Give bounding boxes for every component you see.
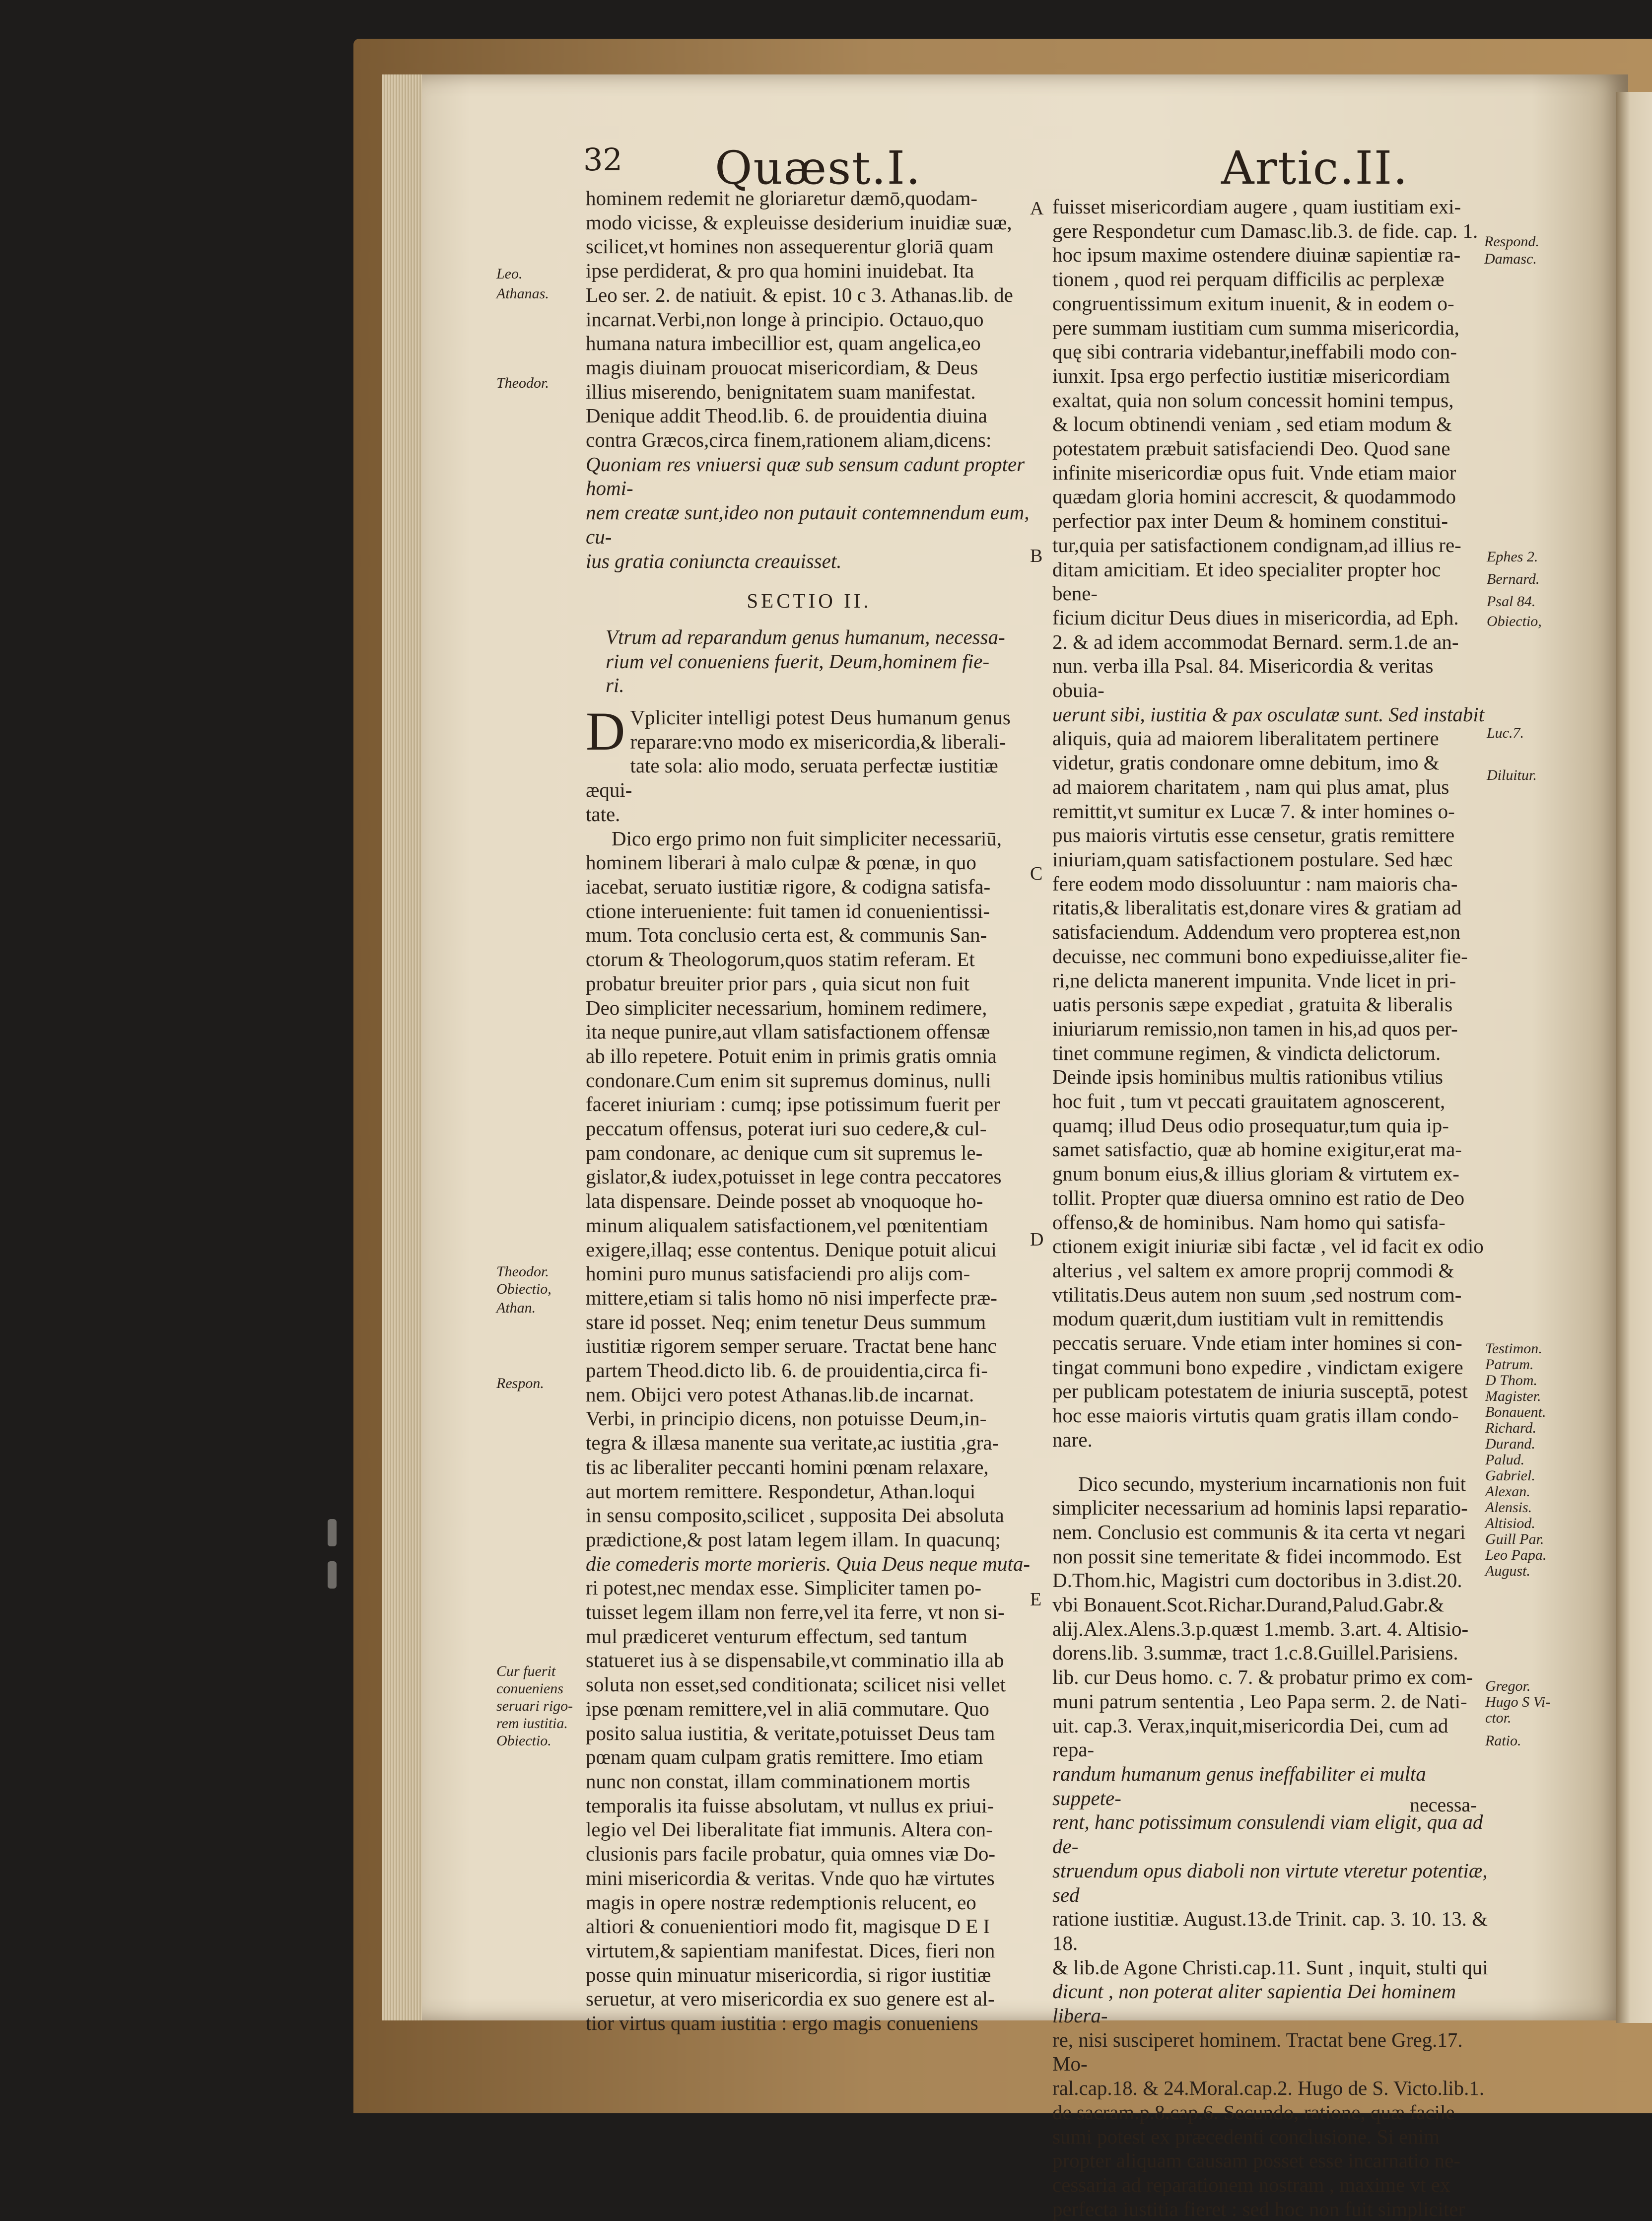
text-line: de sacram.p.8.cap.6. Secundo, ratione, quæ facile: [1052, 2100, 1455, 2124]
text-line: gere Respondetur cum Damasc.lib.3. de fide. cap. 1.: [1052, 219, 1478, 242]
text-line: nun. verba illa Psal. 84. Misericordia & veritas obuia-: [1052, 654, 1434, 702]
binding-clip: [328, 1519, 337, 1546]
text-line: ipse pœnam remittere,vel in aliā commutare. Quo: [586, 1697, 989, 1720]
margin-note-diluitur: Diluitur.: [1487, 767, 1537, 783]
section-letter-b: B: [1030, 546, 1043, 566]
text-line: Deinde ipsis hominibus multis rationibus vtilius: [1052, 1065, 1443, 1089]
text-line: gnum bonum eius,& illius gloriam & virtutem ex-: [1052, 1162, 1459, 1185]
margin-note-cur-fuerit: conueniens: [496, 1680, 563, 1697]
text-line: decuisse, nec communi bono expediuisse,aliter fie-: [1052, 944, 1468, 968]
text-line: tinet commune regimen, & vindicta delictorum.: [1052, 1041, 1441, 1064]
text-line: ratione iustitiæ. August.13.de Trinit. cap. 3. 10. 13. & 18.: [1052, 1907, 1488, 1954]
text-line: legio vel Dei liberalitate fiat immunis. Altera con-: [586, 1818, 993, 1841]
text-line: reparare:vno modo ex misericordia,& liberali-: [630, 730, 1006, 753]
text-line: nem. Obijci vero potest Athanas.lib.de incarnat.: [586, 1383, 974, 1406]
margin-note-obiectio: Obiectio,: [496, 1281, 551, 1297]
text-line: randum humanum genus ineffabiliter ei multa suppete-: [1052, 1762, 1426, 1809]
text-line: alij.Alex.Alens.3.p.quæst 1.memb. 3.art. 4. Altisio-: [1052, 1617, 1469, 1640]
text-line: lata dispensare. Deinde posset ab vnoquoque ho-: [586, 1189, 983, 1213]
text-line: ab illo repetere. Potuit enim in primis gratis omnia: [586, 1044, 997, 1067]
text-line: D.Thom.hic, Magistri cum doctoribus in 3.dist.20.: [1052, 1569, 1462, 1592]
text-line: tur,quia per satisfactionem condignam,ad illius re-: [1052, 533, 1461, 556]
text-line: muni patrum sententia , Leo Papa serm. 2. de Nati-: [1052, 1689, 1467, 1713]
margin-note-respond: Respond.: [1484, 233, 1539, 250]
margin-note-obiectio: Obiectio,: [1487, 613, 1542, 629]
text-line: uatis personis sæpe expediat , gratuita & liberalis: [1052, 993, 1453, 1016]
text-line: exigere,illaq; esse contentus. Denique potuit alicui: [586, 1238, 997, 1261]
text-line: vtilitatis.Deus autem non suum ,sed nostrum com-: [1052, 1283, 1462, 1306]
text-line: tionem , quod rei perquam difficilis ac perplexæ: [1052, 268, 1445, 291]
margin-note-athan: Athan.: [496, 1300, 536, 1316]
text-line: mul prædiceret venturum effectum, sed tantum: [586, 1624, 967, 1648]
text-line: clusionis pars facile probatur, quia omnes viæ Do-: [586, 1842, 996, 1866]
text-line: tollit. Propter quæ diuersa omnino est ratio de Deo: [1052, 1186, 1465, 1209]
text-line: simpliciter necessarium ad hominis lapsi reparatio-: [1052, 1496, 1468, 1520]
text-line: die comederis morte morieris. Quia Deus neque muta-: [586, 1552, 1031, 1575]
text-line: ficium dicitur Deus diues in misericordia, ad Eph.: [1052, 606, 1459, 629]
margin-note-patrum: Patrum.: [1485, 1356, 1534, 1373]
text-line: prædictione,& post latam legem illam. In quacunq;: [586, 1527, 1001, 1551]
text-line: quædam gloria homini accrescit, & quodammodo: [1052, 485, 1456, 508]
text-line: 2. & ad idem accommodat Bernard. serm.1.de an-: [1052, 630, 1459, 653]
text-line: tate sola: alio modo, seruata perfectæ iustitiæ æqui-: [586, 754, 998, 802]
text-line: videtur, gratis condonare omne debitum, imo &: [1052, 751, 1440, 774]
text-line: dorens.lib. 3.summæ, tract 1.c.8.Guillel.Parisiens.: [1052, 1641, 1458, 1665]
margin-note-bernard: Bernard.: [1487, 571, 1540, 587]
text-line: hoc esse maioris virtutis quam gratis illam condo-: [1052, 1404, 1459, 1427]
margin-note-theodor: Theodor.: [496, 375, 549, 391]
section-heading: SECTIO II.: [747, 589, 872, 613]
text-line: ipse perdiderat, & pro qua homini inuidebat. Ita: [586, 259, 974, 282]
text-line: uerunt sibi, iustitia & pax osculatæ sunt. Sed instabit: [1052, 702, 1485, 726]
margin-note-cur-fuerit: Cur fuerit: [496, 1663, 556, 1679]
text-line: mittere,etiam si talis homo nō nisi imperfecte præ-: [586, 1286, 997, 1309]
text-line: pam condonare, ac denique cum sit supremus le-: [586, 1141, 983, 1164]
margin-note-athanas: Athanas.: [496, 285, 549, 302]
text-line: virtutem,& sapientiam manifestat. Dices, fieri non: [586, 1939, 995, 1962]
text-line: peccatis seruare. Vnde etiam inter homines si con-: [1052, 1331, 1462, 1355]
text-line: samet satisfactio, quæ ab homine exigitur,erat ma-: [1052, 1138, 1462, 1161]
text-line: fuisset misericordiam augere , quam iustitiam exi-: [1052, 195, 1461, 218]
text-line: homini puro munus satisfaciendi pro alijs com-: [586, 1262, 970, 1285]
quotation-line: Quoniam res vniuersi quæ sub sensum cadunt propter homi-: [586, 452, 1025, 500]
quotation-line: ius gratia coniuncta creauisset.: [586, 549, 842, 572]
text-line: modo vicisse, & expleuisse desiderium inuidiæ suæ,: [586, 210, 1012, 234]
text-line: soluta non esset,sed conditionata; scilicet nisi vellet: [586, 1673, 1006, 1696]
text-line: mini misericordia & veritas. Vnde quo hæ virtutes: [586, 1866, 995, 1889]
text-line: vbi Bonauent.Scot.Richar.Durand,Palud.Gabr.&: [1052, 1593, 1445, 1616]
quotation-line: nem creatæ sunt,ideo non putauit contemnendum eum, cu-: [586, 501, 1030, 548]
margin-note-theodor: Theodor.: [496, 1263, 549, 1280]
text-line: remittit,vt sumitur ex Lucæ 7. & inter homines o-: [1052, 799, 1455, 823]
text-line: iunxit. Ipsa ergo perfectio iustitiæ misericordiam: [1052, 364, 1450, 387]
text-line: pus maioris virtutis esse censetur, gratis remittere: [1052, 824, 1455, 847]
text-line: alterius , vel saltem ex amore proprij commodi &: [1052, 1258, 1454, 1282]
text-line: rent, hanc potissimum consulendi viam eligit, qua ad de-: [1052, 1810, 1483, 1858]
text-line: scilicet,vt homines non assequerentur gloriā quam: [586, 235, 994, 258]
text-line: tior virtus quam iustitia : ergo magis conueniens: [586, 2012, 978, 2035]
text-line: cessaria ad reparationem nostram , maxime vt ex: [1052, 2173, 1450, 2196]
text-line: magis in opere nostræ redemptionis relucent, eo: [586, 1890, 976, 1914]
margin-note-damasc: Damasc.: [1484, 251, 1537, 267]
text-line: hominem liberari à malo culpæ & pœnæ, in quo: [586, 851, 976, 874]
text-line: tis ac liberaliter peccanti homini pœnam relaxare,: [586, 1455, 989, 1478]
text-line: nem. Conclusio est communis & ita certa vt negari: [1052, 1520, 1466, 1543]
text-line: aut mortem remittere. Respondetur, Athan.loqui: [586, 1479, 976, 1503]
text-line: peccatum offensus, poterat iuri suo cedere,& cul-: [586, 1117, 987, 1140]
text-line: tegra & illæsa manente sua veritate,ac iustitia ,gra-: [586, 1431, 999, 1455]
margin-note-obiectio: Obiectio.: [496, 1733, 551, 1749]
text-line: Vpliciter intelligi potest Deus humanum genus: [630, 706, 1011, 729]
text-line: incarnat.Verbi,non longe à principio. Octauo,quo: [586, 307, 984, 331]
margin-note-altisiod: Altisiod.: [1485, 1515, 1535, 1531]
text-line: tuisset legem illam non ferre,vel ita ferre, vt non si-: [586, 1600, 1005, 1624]
section-letter-c: C: [1030, 863, 1043, 884]
margin-note-ephes: Ephes 2.: [1487, 549, 1538, 565]
margin-note-guill: Guill Par.: [1485, 1531, 1544, 1547]
margin-note-magister: Magister.: [1485, 1388, 1541, 1404]
text-line: tate.: [586, 802, 620, 826]
text-line: non possit sine temeritate & fidei incommodo. Est: [1052, 1544, 1462, 1568]
text-line: nare.: [1052, 1428, 1093, 1451]
text-line: satisfaciendum. Addendum vero propterea est,non: [1052, 920, 1461, 944]
text-line: aliquis, quia ad maiorem liberalitatem pertinere: [1052, 727, 1439, 750]
catchword: necessa-: [1410, 1794, 1477, 1816]
binding-clip: [328, 1561, 337, 1589]
section-question-line: Vtrum ad reparandum genus humanum, necessa-: [606, 625, 1005, 648]
running-head-articulus: Artic.II.: [1221, 141, 1409, 195]
text-line: infinite misericordiæ opus fuit. Vnde etiam maior: [1052, 461, 1456, 484]
margin-note-luc: Luc.7.: [1487, 725, 1524, 741]
text-line: quę sibi contraria videbantur,ineffabili modo con-: [1052, 340, 1457, 363]
margin-note-hugo: Hugo S Vi-: [1485, 1694, 1551, 1710]
text-line: contra Græcos,circa finem,rationem aliam,dicens:: [586, 428, 992, 452]
text-line: ri,ne delicta manerent impunita. Vnde licet in pri-: [1052, 969, 1456, 992]
margin-note-gabriel: Gabriel.: [1485, 1467, 1535, 1484]
text-line: Dico secundo, mysterium incarnationis non fuit: [1078, 1472, 1466, 1495]
section-question-line: ri.: [606, 674, 624, 697]
text-line: ad maiorem charitatem , nam qui plus amat, plus: [1052, 775, 1449, 798]
text-line: potestatem præbuit satisfaciendi Deo. Quod sane: [1052, 437, 1450, 460]
margin-note-cur-fuerit: rem iustitia.: [496, 1715, 568, 1732]
facing-page-edge: [1616, 92, 1652, 2023]
text-line: propter aliquam causam posset esse incarnatio ne-: [1052, 2149, 1460, 2172]
text-line: Denique addit Theod.lib. 6. de prouidentia diuina: [586, 404, 987, 427]
text-line: seruetur, at vero misericordia ex suo genere est al-: [586, 1987, 995, 2011]
text-line: statueret ius à se dispensabile,vt comminatio illa ab: [586, 1649, 1004, 1672]
text-line: ctione interueniente: fuit tamen id conuenientissi-: [586, 899, 990, 922]
text-line: nunc non constat, illam comminationem mortis: [586, 1770, 970, 1793]
drop-cap: D: [586, 701, 625, 762]
text-line: & locum obtinendi veniam , sed etiam modum &: [1052, 413, 1452, 436]
text-line: pœnam quam culpam gratis remittere. Imo etiam: [586, 1745, 983, 1769]
text-line: perfecta iustitia fieret : sed hoc non fuit simpliciter: [1052, 2197, 1465, 2221]
text-line: hoc ipsum maxime ostendere diuinæ sapientiæ ra-: [1052, 243, 1461, 267]
text-line: re, nisi susciperet hominem. Tractat bene Greg.17. Mo-: [1052, 2028, 1463, 2076]
left-column: [586, 186, 1032, 2035]
right-column: [1052, 195, 1489, 2221]
text-line: dicunt , non poterat aliter sapientia Dei hominem libera-: [1052, 1980, 1456, 2027]
text-line: in sensu composito,scilicet , supposita Dei absoluta: [586, 1504, 1004, 1527]
text-line: hoc fuit , tum vt peccati grauitatem agnoscerent,: [1052, 1090, 1446, 1113]
text-line: lib. cur Deus homo. c. 7. & probatur primo ex com-: [1052, 1666, 1473, 1689]
text-line: magis diuinam prouocat misericordiam, & Deus: [586, 355, 978, 379]
paragraph-opening: [586, 701, 1032, 827]
text-line: ritatis,& liberalitatis est,donare vires & gratiam ad: [1052, 896, 1462, 919]
section-letter-e: E: [1030, 1589, 1042, 1610]
text-line: exaltat, quia non solum concessit homini tempus,: [1052, 388, 1454, 412]
text-line: altiori & conuenientiori modo fit, magisque D E I: [586, 1915, 990, 1938]
section-letter-a: A: [1030, 198, 1044, 219]
text-line: sumi potest ex præcedenti conclusione. Si enim: [1052, 2125, 1440, 2148]
text-line: condonare.Cum enim sit supremus dominus, nulli: [586, 1068, 991, 1092]
text-line: ctionem exigit iniuriæ sibi factæ , vel id facit ex odio: [1052, 1235, 1484, 1258]
text-line: tingat communi bono expedire , vindictam exigere: [1052, 1355, 1463, 1379]
text-line: illius miserendo, benignitatem suam manifestat.: [586, 380, 976, 403]
text-line: ita neque punire,aut vllam satisfactionem offensæ: [586, 1020, 990, 1043]
running-head-quaestio: Quæst.I.: [715, 141, 922, 195]
margin-note-dthom: D Thom.: [1485, 1372, 1538, 1388]
page-number: 32: [583, 141, 622, 178]
text-line: iniuriam,quam satisfactionem postulare. Sed hæc: [1052, 847, 1453, 871]
margin-note-alexan: Alexan.: [1485, 1483, 1530, 1500]
text-line: partem Theod.dicto lib. 6. de prouidentia,circa fi-: [586, 1359, 988, 1382]
margin-note-psal: Psal 84.: [1487, 593, 1536, 610]
text-line: Leo ser. 2. de natiuit. & epist. 10 c 3. Athanas.lib. de: [586, 283, 1013, 306]
text-line: & lib.de Agone Christi.cap.11. Sunt , inquit, stulti qui: [1052, 1955, 1488, 1979]
text-line: stare id posset. Neq; enim tenetur Deus summum: [586, 1310, 986, 1333]
margin-note-testimon: Testimon.: [1485, 1340, 1542, 1357]
text-line: gislator,& iudex,potuisset in lege contra peccatores: [586, 1165, 1002, 1188]
margin-note-durand: Durand.: [1485, 1436, 1535, 1452]
margin-note-respon: Respon.: [496, 1375, 544, 1391]
margin-note-bonauent: Bonauent.: [1485, 1404, 1546, 1420]
margin-note-richard: Richard.: [1485, 1420, 1537, 1436]
text-line: Deo simpliciter necessarium, hominem redimere,: [586, 996, 987, 1019]
text-line: ditam amicitiam. Et ideo specialiter propter hoc bene-: [1052, 557, 1441, 605]
text-line: Verbi, in principio dicens, non potuisse Deum,in-: [586, 1407, 987, 1430]
margin-note-leopapa: Leo Papa.: [1485, 1547, 1547, 1563]
text-line: modum quærit,dum iustitiam vult in remittendis: [1052, 1307, 1444, 1330]
text-line: iacebat, seruato iustitiæ rigore, & codigna satisfa-: [586, 875, 991, 898]
margin-note-leo: Leo.: [496, 266, 523, 282]
text-line: ri potest,nec mendax esse. Simpliciter tamen po-: [586, 1576, 981, 1599]
text-line: quamq; illud Deus odio prosequatur,tum quia ip-: [1052, 1113, 1449, 1137]
text-line: posse quin minuatur misericordia, si rigor iustitiæ: [586, 1963, 991, 1986]
text-line: per publicam potestatem de iniuria susceptā, potest: [1052, 1380, 1468, 1403]
text-line: fere eodem modo dissoluuntur : nam maioris cha-: [1052, 872, 1458, 895]
text-line: congruentissimum exitum inuenit, & in eodem o-: [1052, 291, 1454, 315]
margin-note-ratio: Ratio.: [1485, 1733, 1521, 1749]
section-letter-d: D: [1030, 1229, 1044, 1250]
text-line: faceret iniuriam : cumq; ipse potissimum fuerit per: [586, 1093, 1000, 1116]
margin-note-alensis: Alensis.: [1485, 1499, 1532, 1516]
text-line: iustitiæ rigorem semper seruare. Tractat bene hanc: [586, 1334, 997, 1358]
margin-note-ctor: ctor.: [1485, 1710, 1512, 1726]
text-line: ral.cap.18. & 24.Moral.cap.2. Hugo de S. Victo.lib.1.: [1052, 2077, 1485, 2100]
text-line: probatur breuiter prior pars , quia sicut non fuit: [586, 972, 970, 995]
margin-note-august: August.: [1485, 1563, 1530, 1579]
text-line: hominem redemit ne gloriaretur dæmō,quodam-: [586, 187, 978, 209]
text-line: uit. cap.3. Verax,inquit,misericordia Dei, cum ad repa-: [1052, 1714, 1448, 1761]
text-line: offenso,& de hominibus. Nam homo qui satisfa-: [1052, 1210, 1446, 1234]
text-line: struendum opus diaboli non virtute vteretur potentiæ, sed: [1052, 1859, 1488, 1906]
text-line: humana natura imbecillior est, quam angelica,eo: [586, 332, 981, 355]
margin-note-palud: Palud.: [1485, 1452, 1525, 1468]
text-line: perfectior pax inter Deum & hominem constitui-: [1052, 509, 1448, 533]
margin-note-gregor: Gregor.: [1485, 1678, 1531, 1694]
text-line: mum. Tota conclusio certa est, & communis San-: [586, 923, 987, 947]
text-line: ctorum & Theologorum,quos statim referam. Et: [586, 948, 975, 971]
text-line: temporalis ita fuisse absolutam, vt nullus ex priui-: [586, 1794, 994, 1817]
text-line: pere summam iustitiam cum summa misericordia,: [1052, 316, 1459, 339]
text-line: Dico ergo primo non fuit simpliciter necessariū,: [612, 827, 1002, 850]
text-line: posito salua iustitia, & veritate,potuisset Deus tam: [586, 1721, 995, 1744]
margin-note-cur-fuerit: seruari rigo-: [496, 1698, 573, 1714]
section-question-line: rium vel conueniens fuerit, Deum,hominem fie-: [606, 649, 990, 673]
text-line: minum aliqualem satisfactionem,vel pœnitentiam: [586, 1213, 988, 1237]
text-line: iniuriarum remissio,non tamen in his,ad quos per-: [1052, 1017, 1458, 1040]
